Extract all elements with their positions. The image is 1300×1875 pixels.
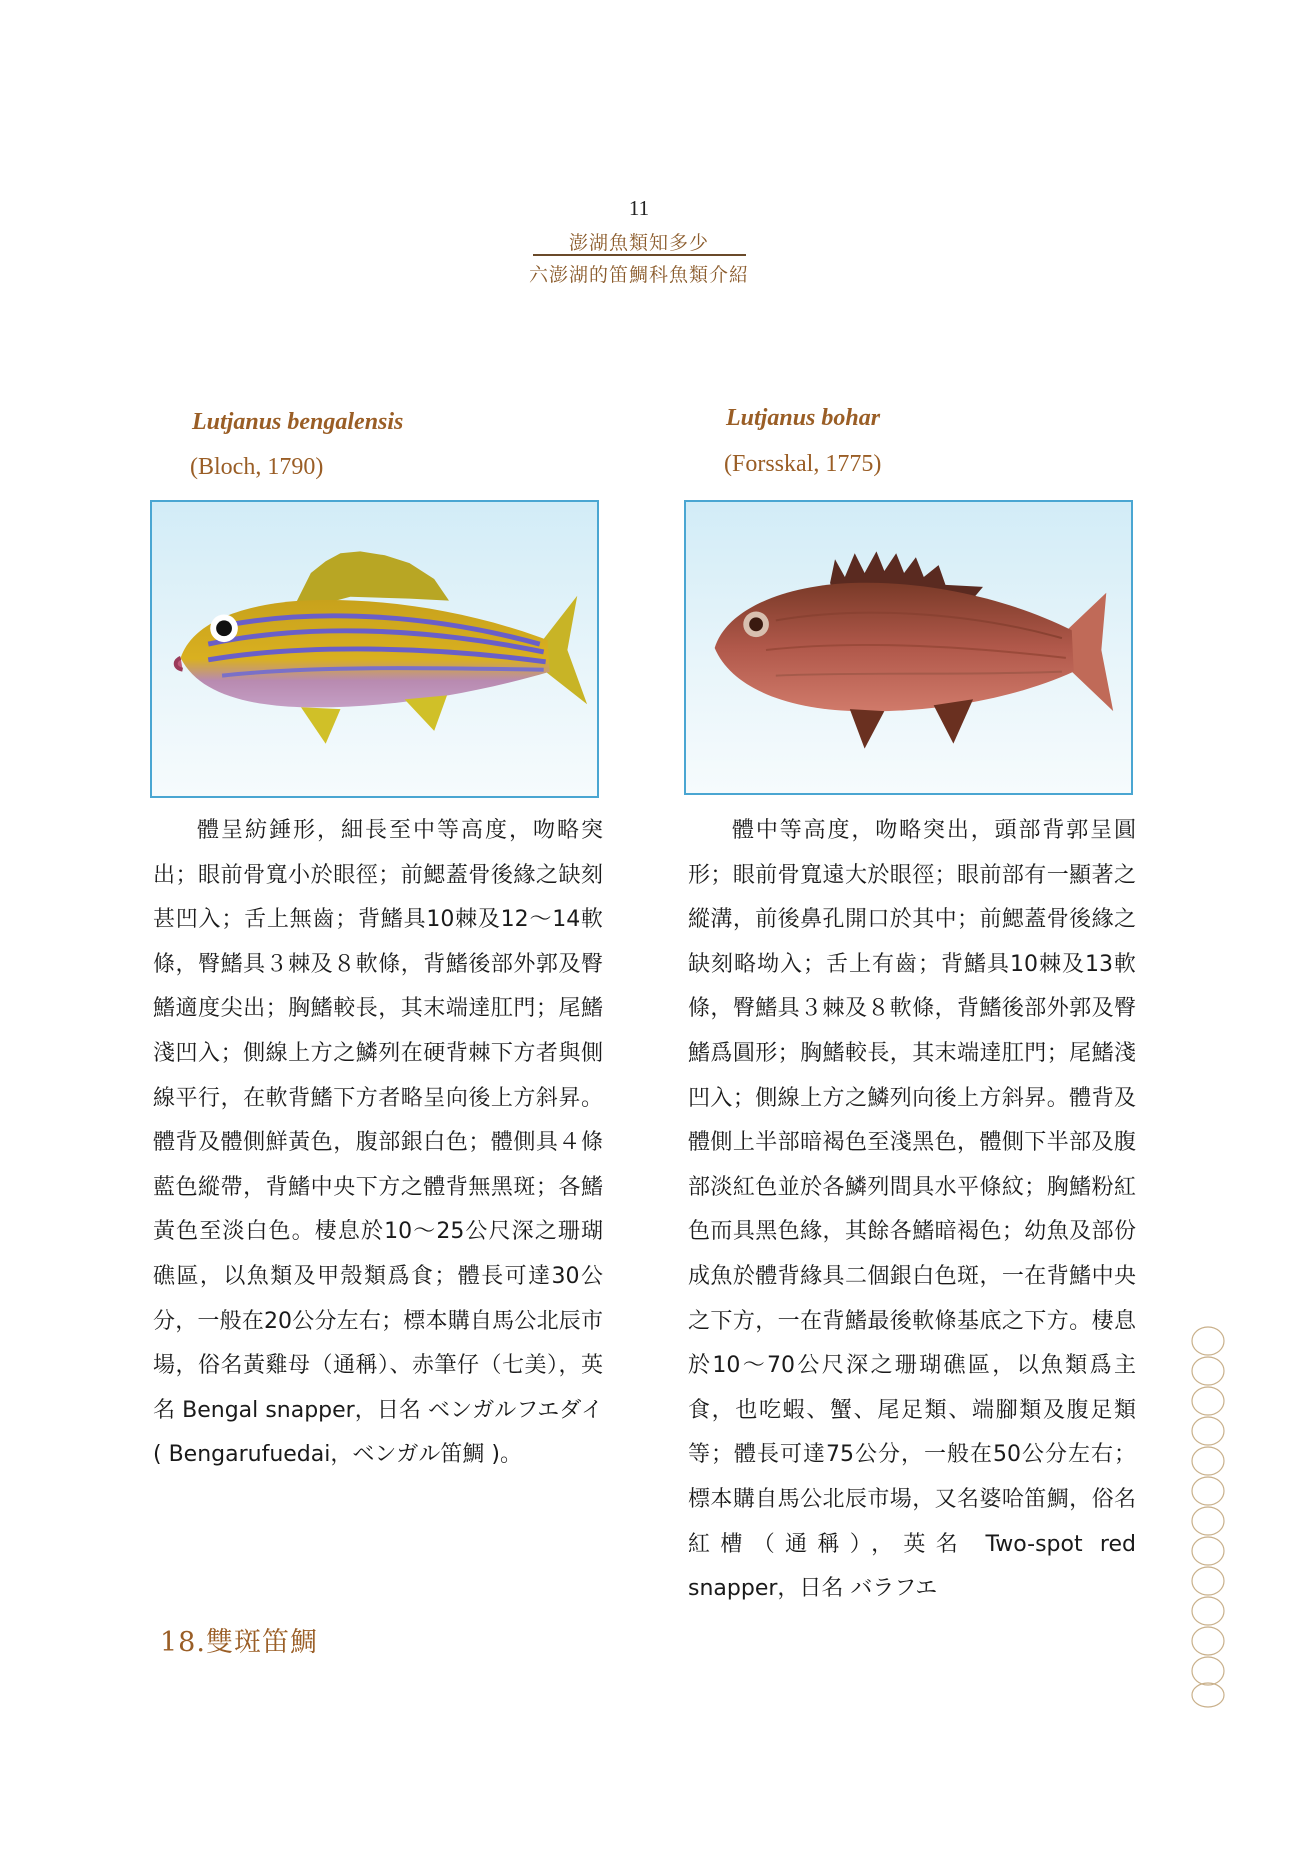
yellow-striped-fish-illustration [152, 502, 597, 796]
left-scientific-name: Lutjanus bengalensis [192, 409, 404, 435]
left-author: (Bloch, 1790) [190, 454, 324, 480]
red-snapper-illustration [686, 502, 1131, 793]
right-fish-photo [684, 500, 1133, 795]
left-fish-photo [150, 500, 599, 798]
page-number: 11 [628, 196, 650, 220]
section-heading: 18.雙斑笛鯛 [160, 1627, 318, 1658]
decorative-ornament [1186, 1325, 1230, 1710]
right-description-text: 體中等高度，吻略突出，頭部背郭呈圓形；眼前骨寬遠大於眼徑；眼前部有一顯著之縱溝，前後鼻孔開口於其中；前鰓蓋骨後緣之缺刻略坳入；舌上有齒；背鰭具10棘及13軟條，臀鰭具３棘及８軟條，背鰭後部外郭及臀鰭爲圓形；胸鰭較長，其末端達肛門；尾鰭淺凹入；側線上方之鱗列向後上方斜昇。體背及體側上半部暗褐色至淺黑色，體側下半部及腹部淡紅色並於各鱗列間具水平條紋；胸鰭粉紅色而具黑色緣，其餘各鰭暗褐色；幼魚及部份成魚於體背緣具二個銀白色斑，一在背鰭中央之下方，一在背鰭最後軟條基底之下方。棲息於10～70公尺深之珊瑚礁區，以魚類爲主食，也吃蝦、蟹、尾足類、端腳類及腹足類等；體長可達75公分，一般在50公分左右；標本購自馬公北辰市場，又名婆哈笛鯛，俗名紅槽（通稱），英名 Two-spot red snapper，日名 バラフエ [688, 818, 1136, 1602]
running-header-subtitle: 六澎湖的笛鯛科魚類介紹 [528, 264, 749, 286]
header-divider [533, 254, 746, 256]
left-description-text: 體呈紡錘形，細長至中等高度，吻略突出；眼前骨寬小於眼徑；前鰓蓋骨後緣之缺刻甚凹入；舌上無齒；背鰭具10棘及12～14軟條，臀鰭具３棘及８軟條，背鰭後部外郭及臀鰭適度尖出；胸鰭較長，其末端達肛門；尾鰭淺凹入；側線上方之鱗列在硬背棘下方者與側線平行，在軟背鰭下方者略呈向後上方斜昇。體背及體側鮮黃色，腹部銀白色；體側具４條藍色縱帶，背鰭中央下方之體背無黑斑；各鰭黃色至淡白色。棲息於10～25公尺深之珊瑚礁區，以魚類及甲殼類爲食；體長可達30公分，一般在20公分左右；標本購自馬公北辰市場，俗名黃雞母（通稱）、赤筆仔（七美），英名 Bengal snapper，日名 ベンガルフエダイ ( Bengarufuedai，ベンガル笛鯛 )。 [153, 818, 603, 1468]
right-author: (Forsskal, 1775) [724, 451, 882, 477]
right-scientific-name: Lutjanus bohar [726, 405, 881, 431]
left-description [153, 809, 603, 1478]
running-header-title: 澎湖魚類知多少 [568, 232, 709, 254]
right-description [688, 809, 1136, 1612]
